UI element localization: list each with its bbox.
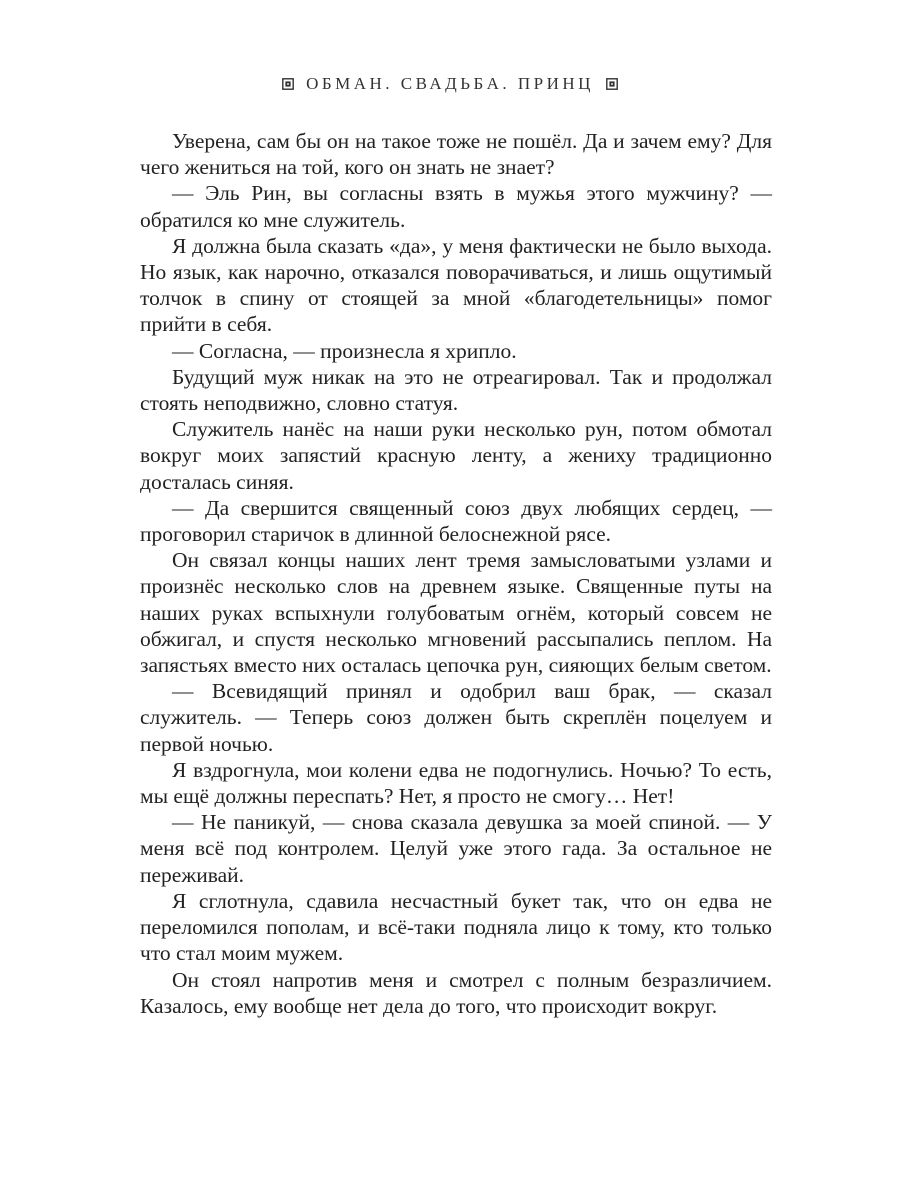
paragraph: — Да свершится священный союз двух любящих сердец, — проговорил старичок в длинной белоснежной рясе. <box>140 495 772 547</box>
paragraph: — Согласна, — произнесла я хрипло. <box>172 338 517 363</box>
paragraph: Я вздрогнула, мои колени едва не подогнулись. Ночью? То есть, мы ещё должны переспать? Нет, я просто не смогу… Нет! <box>140 757 772 809</box>
ornament-icon <box>606 78 618 90</box>
ornament-icon <box>282 78 294 90</box>
paragraph: Он стоял напротив меня и смотрел с полным безразличием. Казалось, ему вообще нет дела до того, что происходит вокруг. <box>140 967 772 1018</box>
body-text <box>140 128 772 1019</box>
running-head <box>0 74 900 94</box>
paragraph: Уверена, сам бы он на такое тоже не пошёл. Да и зачем ему? Для чего жениться на той, кого он знать не знает? <box>140 129 772 180</box>
paragraph: Я должна была сказать «да», у меня фактически не было выхода. Но язык, как нарочно, отказался поворачиваться, и лишь ощутимый толчок в спину от стоящей за мной «благодетельницы» помог прийти в себя. <box>140 233 772 337</box>
paragraph: — Эль Рин, вы согласны взять в мужья этого мужчину? — обратился ко мне служитель. <box>140 181 772 232</box>
paragraph: Служитель нанёс на наши руки несколько рун, потом обмотал вокруг моих запястий красную ленту, а жениху традиционно досталась синяя. <box>140 417 772 494</box>
paragraph: Он связал концы наших лент тремя замысловатыми узлами и произнёс несколько слов на древнем языке. Священные путы на наших руках вспыхнули голубоватым огнём, который совсем не обжигал, и спустя несколько мгновений рассыпались пеплом. На запястьях вместо них осталась цепочка рун, сияющих белым светом. <box>140 548 772 678</box>
paragraph: Будущий муж никак на это не отреагировал. Так и продолжал стоять неподвижно, словно статуя. <box>140 364 772 416</box>
running-title: ОБМАН. СВАДЬБА. ПРИНЦ <box>306 74 594 93</box>
paragraph: Я сглотнула, сдавила несчастный букет так, что он едва не переломился пополам, и всё-таки подняла лицо к тому, кто только что стал моим мужем. <box>140 888 772 966</box>
paragraph: — Не паникуй, — снова сказала девушка за моей спиной. — У меня всё под контролем. Целуй уже этого гада. За остальное не переживай. <box>140 810 772 887</box>
paragraph: — Всевидящий принял и одобрил ваш брак, — сказал служитель. — Теперь союз должен быть скреплён поцелуем и первой ночью. <box>140 679 772 756</box>
